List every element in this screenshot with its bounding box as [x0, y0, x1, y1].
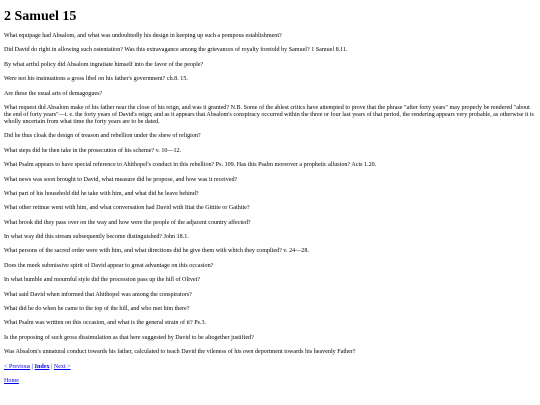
question-17: In what humble and mournful style did the procession pass up the hill of Olivet? — [4, 277, 200, 284]
question-18: What said David when informed that Ahithopel was among the conspirators? — [4, 291, 192, 298]
question-4: Were not his insinuations a gross libel on his father's government? ch.8. 15. — [4, 76, 188, 83]
question-5: Are these the usual arts of demagogues? — [4, 90, 103, 97]
question-22: Was Absalom's unnatural conduct towards his father, calculated to teach David the vileness of his own deportment towards his heavenly Father? — [4, 349, 356, 356]
question-15: What persons of the sacred order were with him, and what directions did he give them with which they complied? v. 24—28. — [4, 248, 309, 255]
question-10: What news was soon brought to David, what measure did he propose, and how was it received? — [4, 176, 238, 183]
question-8: What steps did he then take in the prosecution of his scheme? v. 10—12. — [4, 147, 182, 154]
question-list — [4, 33, 536, 356]
question-20: What Psalm was written on this occasion, and what is the general strain of it? Ps.3. — [4, 320, 207, 327]
question-12: What other retinue went with him, and what conversation had David with Ittai the Gittite or Gathite? — [4, 205, 250, 212]
question-2: Did David do right in allowing such ostentation? Was this extravagance among the grievances of royalty foretold by Samuel? 1 Samuel 8.11. — [4, 47, 348, 54]
next-link[interactable]: Next > — [53, 363, 71, 370]
nav-separator: | — [31, 363, 34, 370]
home-nav — [4, 378, 536, 385]
question-1: What equipage had Absalom, and what was undoubtedly his design in keeping up such a pompous establishment? — [4, 33, 282, 39]
question-11: What part of his household did he take with him, and what did he leave behind? — [4, 190, 199, 197]
page — [0, 9, 540, 385]
index-link[interactable]: Index — [34, 363, 50, 370]
question-3: By what artful policy did Absalom ingratiate himself into the favor of the people? — [4, 61, 204, 68]
pagination-nav — [4, 364, 536, 371]
question-21: Is the proposing of such gross dissimulation as that here suggested by David to be altogether justified? — [4, 334, 254, 341]
page-title: 2 Samuel 15 — [4, 9, 77, 24]
question-16: Does the meek submissive spirit of David appear to great advantage on this occasion? — [4, 262, 214, 269]
question-9: What Psalm appears to have special reference to Ahithopel's conduct in this rebellion? Ps. 109. Has this Psalm moreover a prophetic allusion? Acts 1.20. — [4, 162, 377, 169]
question-13: What brook did they pass over on the way and how were the people of the adjacent country affected? — [4, 219, 251, 226]
question-14: In what way did this stream subsequently become distinguished? John 18.1. — [4, 234, 189, 241]
question-6: What request did Absalom make of his father near the close of his reign, and was it granted? N.B. Some of the ablest critics have attempted to prove that the phrase "after forty years" may properly be rendered "about the end of forty years"—i. e. the forty years of David's reign; and as it appears that Absalom's conspiracy occurred within the three or four last years of that period, the rendering appears very probable, as otherwise it is wholly uncertain from what time the forty years are to be dated. — [4, 104, 534, 125]
home-link[interactable]: Home — [4, 377, 19, 384]
question-7: Did he thus cloak the design of treason and rebellion under the shew of religion? — [4, 133, 201, 140]
previous-link[interactable]: < Previous — [4, 363, 31, 370]
nav-separator: | — [51, 363, 53, 370]
question-19: What did he do when he came to the top of the hill, and who met him there? — [4, 306, 190, 313]
